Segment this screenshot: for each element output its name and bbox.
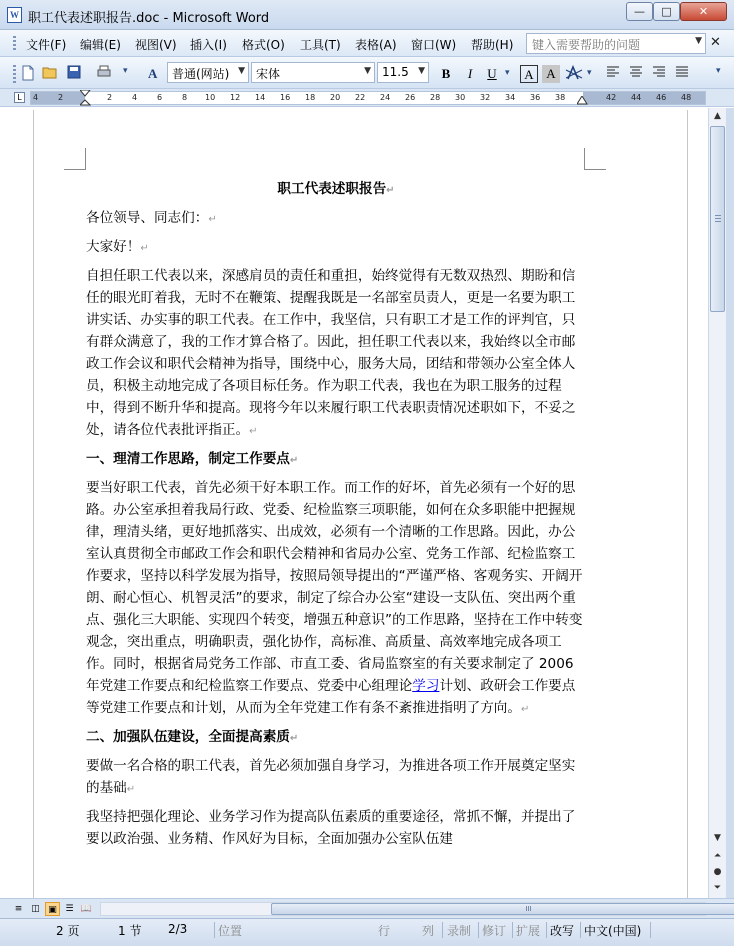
close-document-button[interactable]: ✕ <box>710 35 721 50</box>
status-language[interactable]: 中文(中国) <box>584 924 642 938</box>
doc-heading: 二、加强队伍建设，全面提高素质↵ <box>86 729 299 745</box>
outline-view-icon[interactable]: ☰ <box>65 904 74 914</box>
scroll-down-icon[interactable]: ▼ <box>714 833 721 843</box>
ruler-tick: 12 <box>230 93 241 102</box>
menu-table[interactable]: 表格(A) <box>355 38 397 52</box>
view-and-hscroll-bar <box>0 898 734 918</box>
help-search-input[interactable] <box>526 33 706 54</box>
ruler-tick: 18 <box>305 93 316 102</box>
ruler-tick: 46 <box>656 93 667 102</box>
ruler-tick: 28 <box>430 93 441 102</box>
paragraph-mark: ↵ <box>126 784 136 795</box>
toolbar-more-chevron-icon[interactable]: ▾ <box>716 66 721 76</box>
maximize-button[interactable]: □ <box>653 2 680 21</box>
paragraph-mark: ↵ <box>386 185 395 196</box>
toolbar-grip[interactable] <box>13 65 16 83</box>
style-select-value: 普通(网站) <box>172 67 230 81</box>
font-size-value: 11.5 <box>382 65 409 79</box>
ruler-tick: 38 <box>555 93 566 102</box>
paragraph-mark: ↵ <box>289 455 299 466</box>
ruler-tick: 2 <box>107 93 113 102</box>
paragraph-mark: ↵ <box>249 426 258 437</box>
doc-paragraph: 要当好职工代表，首先必须干好本职工作。而工作的好坏，首先必须有一个好的思路。办公室承担着我局行政、党委、纪检监察三项职能，如何在众多职能中把握规律，理清头绪，更好地抓落实、出成效，必须有一个清晰的工作思路。因此，办公室认真贯彻全市邮政工作会和职代会精神和省局办公室、党务工作部、纪检监察工作要求，坚持以科学发展为指导，按照局领导提出的“严谨严格、客观务实、开阔开朗、耐心恒心、机智灵活”的要求，制定了综合办公室“建设一支队伍、突出两个重点、强化三大职能、实现四个转变，增强五种意识”的工作思路，坚持在工作中转变观念，突出重点，明确职责，强化协作，高标准、高质量、高效率地完成各项工作。同时，根据省局党务工作部、市直工委、省局监察室的有关要求制定了 2006 年党建工作要点和纪检监察工作要点、党委中心组理论学习计划、政研会工作要点等党建工作要点和计划，从而为全年党建工作有条不紊推进指明了方向。↵ <box>86 480 583 716</box>
horizontal-ruler[interactable] <box>30 91 706 105</box>
ruler-tick: 26 <box>405 93 416 102</box>
horizontal-scrollbar[interactable] <box>100 902 706 916</box>
ruler-tick: 2 <box>58 93 64 102</box>
web-view-icon[interactable]: ◫ <box>31 904 40 914</box>
paragraph-mark: ↵ <box>208 214 217 225</box>
print-layout-view-icon[interactable]: ▣ <box>45 902 60 916</box>
help-search-placeholder: 键入需要帮助的问题 <box>532 38 641 52</box>
ruler-tick: 8 <box>182 93 188 102</box>
font-select[interactable] <box>251 62 375 83</box>
character-shading-button[interactable]: A <box>542 65 560 83</box>
ruler-tick: 42 <box>606 93 617 102</box>
document-area <box>0 108 708 898</box>
distributed-align-icon[interactable] <box>674 65 690 81</box>
close-window-button[interactable]: ✕ <box>680 2 727 21</box>
menu-tools[interactable]: 工具(T) <box>300 38 341 52</box>
vertical-scroll-thumb[interactable] <box>710 126 725 312</box>
ruler-tick: 44 <box>631 93 642 102</box>
status-position: 位置 <box>218 924 243 938</box>
doc-greeting: 各位领导、同志们：↵ <box>86 210 217 226</box>
new-document-icon[interactable] <box>20 65 36 81</box>
align-left-icon[interactable] <box>605 65 621 81</box>
window-right-edge <box>726 108 734 898</box>
chevron-down-icon[interactable]: ▼ <box>418 66 425 76</box>
paragraph-mark: ↵ <box>521 704 530 715</box>
indent-marker-icon[interactable] <box>80 90 91 106</box>
menu-format[interactable]: 格式(O) <box>242 38 285 52</box>
doc-paragraph: 我坚持把强化理论、业务学习作为提高队伍素质的重要途径，常抓不懈，并提出了要以政治强、业务精、作风好为目标，全面加强办公室队伍建 <box>86 809 576 847</box>
chevron-down-icon[interactable]: ▼ <box>364 66 371 76</box>
scroll-up-icon[interactable]: ▲ <box>714 111 721 121</box>
ruler-tick: 34 <box>505 93 516 102</box>
browse-object-icon[interactable]: ● <box>713 867 722 877</box>
horizontal-scroll-thumb[interactable]: III <box>271 903 734 915</box>
chevron-down-icon[interactable]: ▼ <box>238 66 245 76</box>
menu-view[interactable]: 视图(V) <box>135 38 177 52</box>
ruler-bar <box>0 89 734 107</box>
doc-title: 职工代表述职报告↵ <box>277 181 395 197</box>
svg-text:A: A <box>148 66 158 81</box>
ruler-tick: 20 <box>330 93 341 102</box>
toolbar <box>0 57 734 89</box>
ruler-tick: 4 <box>132 93 138 102</box>
status-page-of: 2/3 <box>168 922 188 936</box>
font-effects-chevron-icon[interactable]: ▾ <box>587 68 592 78</box>
menubar-grip[interactable] <box>13 36 16 52</box>
ruler-tick: 36 <box>530 93 541 102</box>
right-indent-marker-icon[interactable] <box>577 96 588 106</box>
character-border-button[interactable]: A <box>520 65 538 83</box>
bold-button[interactable]: B <box>441 66 451 81</box>
menu-window[interactable]: 窗口(W) <box>411 38 457 52</box>
print-icon[interactable] <box>96 65 112 81</box>
ruler-tick: 4 <box>33 93 39 102</box>
status-track-changes[interactable]: 修订 <box>482 924 507 938</box>
toolbar-options-chevron-icon[interactable]: ▾ <box>123 66 128 76</box>
ruler-tick: 48 <box>681 93 692 102</box>
crop-mark <box>64 148 86 170</box>
title-bar <box>0 0 734 30</box>
underline-button[interactable]: U <box>487 66 497 81</box>
menu-file[interactable]: 文件(F) <box>26 38 67 52</box>
doc-heading: 一、理清工作思路，制定工作要点↵ <box>86 451 299 467</box>
ruler-tick: 10 <box>205 93 216 102</box>
font-select-value: 宋体 <box>256 67 281 81</box>
ruler-tick: 30 <box>455 93 466 102</box>
styles-pane-icon[interactable] <box>146 65 162 81</box>
font-effects-icon[interactable] <box>565 65 581 81</box>
crop-mark <box>584 148 606 170</box>
menu-edit[interactable]: 编辑(E) <box>80 38 121 52</box>
previous-page-icon[interactable]: ⏶ <box>713 851 722 861</box>
vertical-scrollbar[interactable] <box>708 108 726 898</box>
status-extend[interactable]: 扩展 <box>516 924 541 938</box>
hyperlink-study[interactable]: 学习 <box>412 678 440 694</box>
doc-hello: 大家好！↵ <box>86 239 149 255</box>
ruler-tick: 6 <box>157 93 163 102</box>
status-overtype[interactable]: 改写 <box>550 924 575 938</box>
paragraph-mark: ↵ <box>140 243 149 254</box>
save-icon[interactable] <box>66 65 82 81</box>
italic-button[interactable]: I <box>467 66 473 81</box>
paragraph-mark: ↵ <box>289 733 299 744</box>
window-title: 职工代表述职报告.doc - Microsoft Word <box>28 11 270 26</box>
status-section: 1 节 <box>118 924 142 938</box>
status-record[interactable]: 录制 <box>447 924 472 938</box>
status-bar <box>0 918 734 946</box>
doc-paragraph: 自担任职工代表以来，深感肩员的责任和重担，始终觉得有无数双热烈、期盼和信任的眼光盯着我，无时不在鞭策、提醒我既是一名部室员责人，更是一名要为职工讲实话、办实事的职工代表。在工作中，我坚信，只有职工才是工作的评判官，只有群众满意了，我的工作才算合格了。因此，担任职工代表以来，我始终以全市邮政工作会议和职代会精神为指导，围绕中心，服务大局，团结和带领办公室全体人员，积极主动地完成了各项目标任务。作为职工代表，我也在为职工服务的过程中，得到不断升华和提高。现将今年以来履行职工代表职责情况述职如下，不妥之处，请各位代表批评指正。↵ <box>86 268 576 438</box>
underline-style-chevron-icon[interactable]: ▾ <box>505 68 510 78</box>
status-page: 2 页 <box>56 924 80 938</box>
ruler-tick: 16 <box>280 93 291 102</box>
document-page[interactable] <box>33 110 688 898</box>
ruler-tick: 24 <box>380 93 391 102</box>
reading-view-icon[interactable]: 📖 <box>80 904 93 914</box>
menu-insert[interactable]: 插入(I) <box>190 38 227 52</box>
align-right-icon[interactable] <box>651 65 667 81</box>
minimize-button[interactable]: — <box>626 2 653 21</box>
status-column: 列 <box>422 924 435 938</box>
ruler-tick: 22 <box>355 93 366 102</box>
style-select[interactable] <box>167 62 249 83</box>
document-body[interactable] <box>86 178 586 855</box>
doc-paragraph: 要做一名合格的职工代表，首先必须加强自身学习，为推进各项工作开展奠定坚实的基础↵ <box>86 758 576 796</box>
ruler-tick: 32 <box>480 93 491 102</box>
tab-selector[interactable]: L <box>14 92 25 103</box>
font-size-select[interactable] <box>377 62 429 83</box>
menu-help[interactable]: 帮助(H) <box>471 38 514 52</box>
open-folder-icon[interactable] <box>42 65 58 81</box>
word-app-icon[interactable]: W <box>7 7 22 23</box>
chevron-down-icon[interactable]: ▼ <box>695 36 702 46</box>
normal-view-icon[interactable]: ≡ <box>14 904 23 914</box>
status-line: 行 <box>378 924 391 938</box>
align-center-icon[interactable] <box>628 65 644 81</box>
next-page-icon[interactable]: ⏷ <box>713 883 722 893</box>
ruler-tick: 14 <box>255 93 266 102</box>
